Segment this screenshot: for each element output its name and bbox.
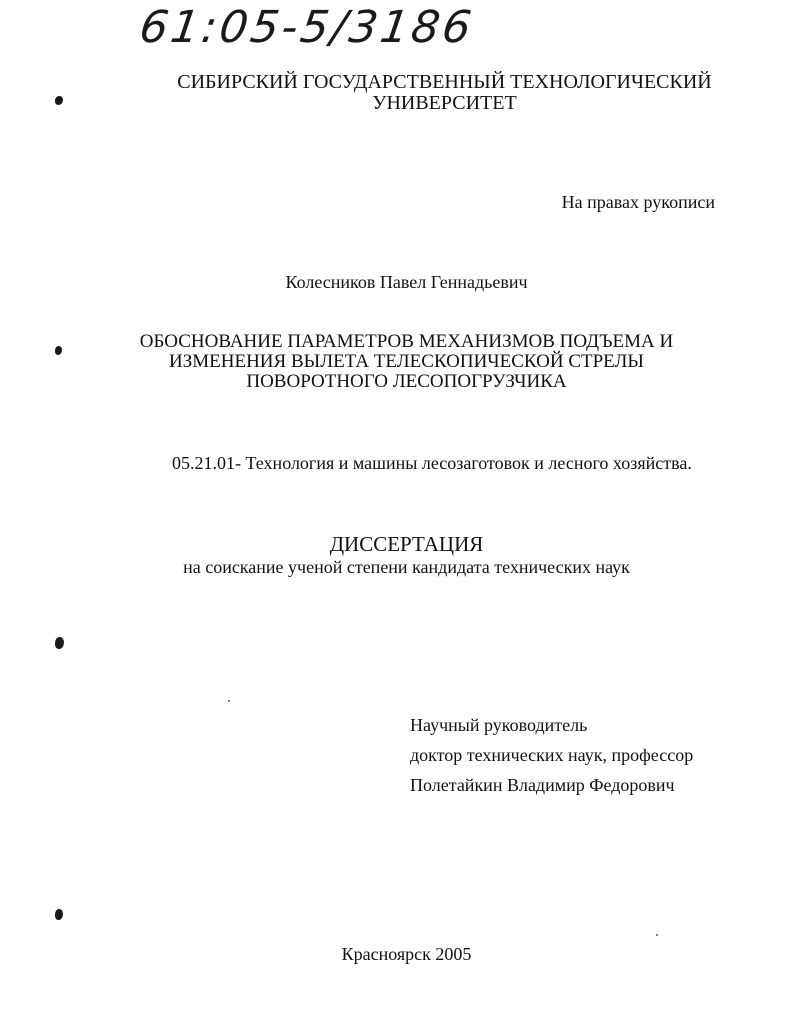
- binding-hole-mark: [55, 637, 64, 649]
- city-year: Красноярск 2005: [341, 944, 472, 964]
- degree-statement: на соискание ученой степени кандидата технических наук: [183, 557, 630, 577]
- specialty-code: 05.21.01- Технология и машины лесозаготовок и лесного хозяйства.: [172, 453, 692, 473]
- dissertation-title: [7, 332, 799, 392]
- supervisor-label: Научный руководитель: [410, 715, 588, 735]
- title-line-3: ПОВОРОТНОГО ЛЕСОПОГРУЗЧИКА: [246, 371, 567, 392]
- university-name: [45, 72, 799, 114]
- title-line-2: ИЗМЕНЕНИЯ ВЫЛЕТА ТЕЛЕСКОПИЧЕСКОЙ СТРЕЛЫ: [169, 351, 644, 372]
- author-name: Колесников Павел Геннадьевич: [285, 272, 528, 292]
- university-name-line-1: СИБИРСКИЙ ГОСУДАРСТВЕННЫЙ ТЕХНОЛОГИЧЕСКИЙ: [177, 71, 712, 93]
- scan-speck: [656, 934, 658, 936]
- supervisor-rank: доктор технических наук, профессор: [410, 745, 694, 765]
- university-name-line-2: УНИВЕРСИТЕТ: [372, 92, 517, 114]
- supervisor-name: Полетайкин Владимир Федорович: [410, 775, 675, 795]
- handwritten-catalog-code: 61:05-5/3186: [136, 2, 478, 53]
- manuscript-rights-note: На правах рукописи: [561, 192, 715, 212]
- document-type-heading: ДИССЕРТАЦИЯ: [329, 532, 484, 556]
- scan-speck: [228, 700, 230, 702]
- title-line-1: ОБОСНОВАНИЕ ПАРАМЕТРОВ МЕХАНИЗМОВ ПОДЪЕМА И: [139, 331, 674, 352]
- binding-hole-mark: [55, 909, 63, 920]
